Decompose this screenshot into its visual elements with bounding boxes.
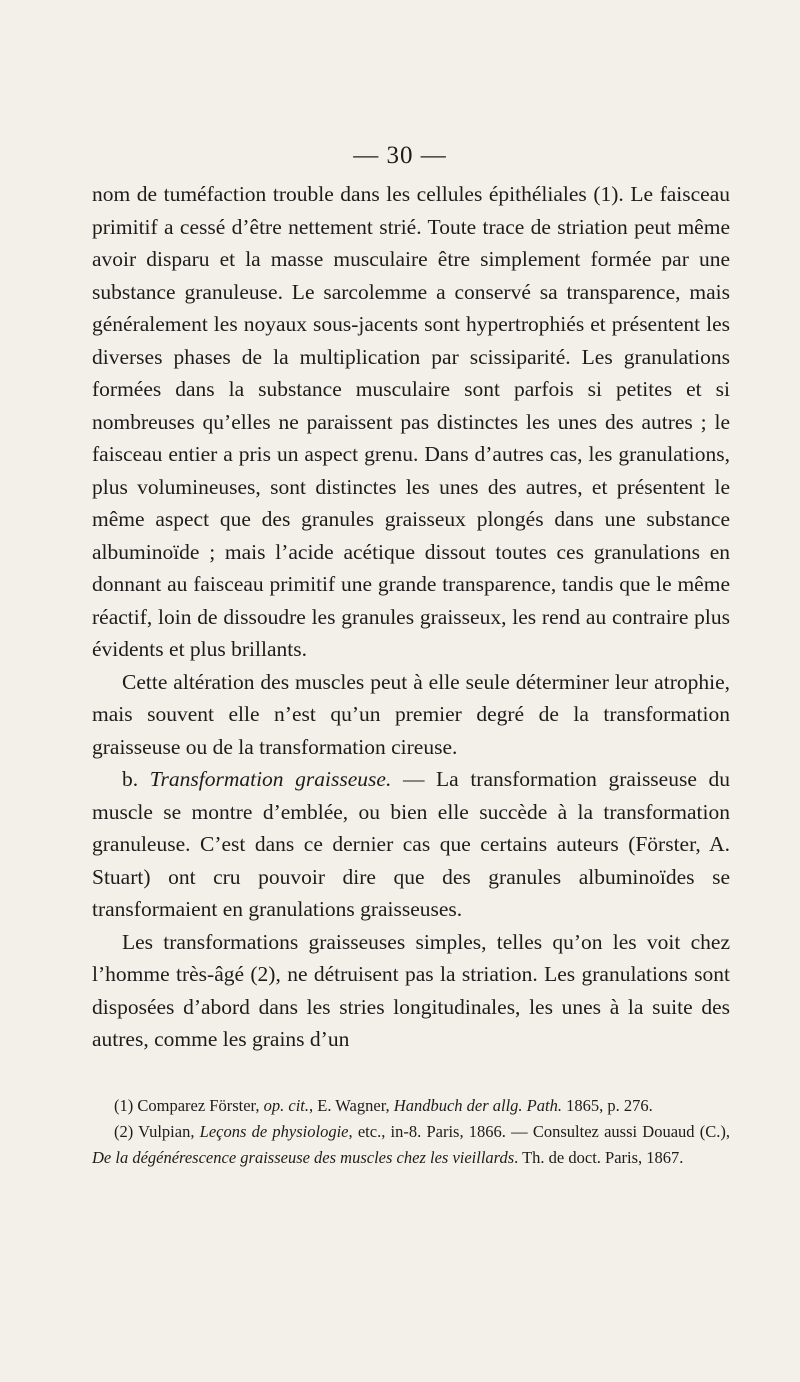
- footnote-2: [92, 1119, 730, 1171]
- footnote-1-text-e: 1865, p. 276.: [561, 1096, 653, 1115]
- paragraph-2: Cette altération des muscles peut à elle seule déterminer leur atrophie, mais souvent elle n’est qu’un premier degré de la transformation graisseuse ou de la transformation cireuse.: [92, 669, 730, 759]
- section-b-title: Transformation graisseuse.: [149, 767, 392, 791]
- footnote-2-work-title: Leçons de physiologie: [199, 1122, 349, 1141]
- section-b-text: — La transformation graisseuse du muscle se montre d’emblée, ou bien elle succède à la transformation granuleuse. C’est dans ce dernier cas que certains auteurs (Förster, A. Stuart) ont cru pouvoir dire que des granules albuminoïdes se transformaient en granulations graisseuses.: [92, 767, 730, 921]
- paragraph-1: nom de tuméfaction trouble dans les cellules épithéliales (1). Le faisceau primitif a cessé d’être nettement strié. Toute trace de striation peut même avoir disparu et la masse musculaire être simplement formée par une substance granuleuse. Le sarcolemme a conservé sa transparence, mais généralement les noyaux sous-jacents sont hypertrophiés et présentent les diverses phases de la multiplication par scissiparité. Les granulations formées dans la substance musculaire sont parfois si petites et si nombreuses qu’elles ne paraissent pas distinctes les unes des autres ; le faisceau entier a pris un aspect grenu. Dans d’autres cas, les granulations, plus volumineuses, sont distinctes les unes des autres, et présentent le même aspect que des granules graisseux plongés dans une substance albuminoïde ; mais l’acide acétique dissout toutes ces granulations en donnant au faisceau primitif une grande transparence, tandis que le même réactif, loin de dissoudre les granules graisseux, les rend au contraire plus évidents et plus brillants.: [92, 182, 730, 661]
- footnote-1-work-title: Handbuch der allg. Path.: [393, 1096, 562, 1115]
- main-text: [92, 178, 730, 1056]
- footnote-2-thesis-title: De la dégénérescence graisseuse des muscles chez les vieillards: [92, 1148, 515, 1167]
- footnote-1-text-c: , E. Wagner,: [309, 1096, 394, 1115]
- section-b-label: b.: [122, 767, 139, 791]
- footnote-1-citation: op. cit.: [263, 1096, 310, 1115]
- footnotes: [92, 1093, 730, 1171]
- footnote-2-text-e: . Th. de doct. Paris, 1867.: [514, 1148, 684, 1167]
- page-number: — 30 —: [353, 142, 447, 169]
- section-b-paragraph: [92, 763, 730, 926]
- footnote-1-text-a: (1) Comparez Förster,: [114, 1096, 264, 1115]
- footnote-2-text-a: (2) Vulpian,: [114, 1122, 200, 1141]
- footnote-1: [92, 1093, 730, 1119]
- paragraph-last: Les transformations graisseuses simples, telles qu’on les voit chez l’homme très-âgé (2), ne détruisent pas la striation. Les granulations sont disposées d’abord dans les stries longitudinales, les unes à la suite des autres, comme les grains d’un: [92, 929, 730, 1051]
- footnote-2-text-c: , etc., in-8. Paris, 1866. — Consultez aussi Douaud (C.),: [348, 1122, 730, 1141]
